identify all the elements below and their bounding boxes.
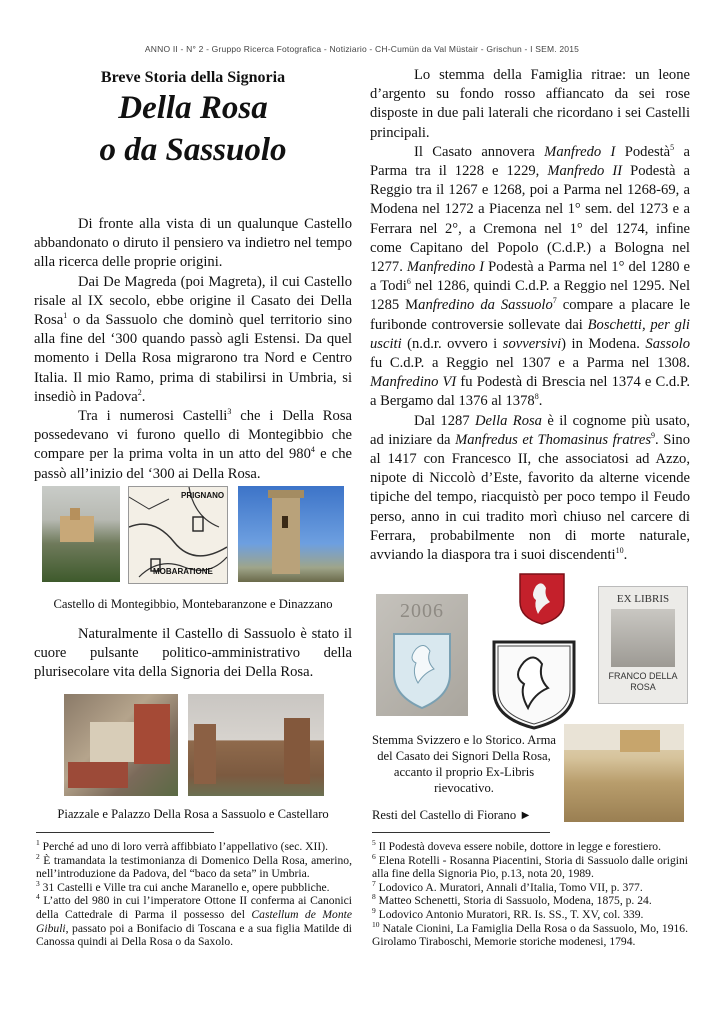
footnote-ref-6[interactable]: 6 [406, 277, 411, 287]
ex-libris-title: EX LIBRIS [616, 593, 670, 605]
ex-libris-owner: FRANCO DELLA ROSA [608, 671, 678, 692]
photo-map-montebaranzone [128, 486, 228, 584]
caption-castles: Castello di Montegibbio, Montebaranzone e Dinazzano [53, 597, 333, 611]
caption-sassuolo: Piazzale e Palazzo Della Rosa a Sassuolo e Castellaro [57, 807, 329, 821]
left-paragraph-2: Dai De Magreda (poi Magreta), il cui Castello risale al IX secolo, ebbe origine il Casato dei Della Rosa$^1$ o da Sassuolo che dominò quel territorio sino alla fine del ‘300 quando passò agli Estensi. Da quel momento i Della Rosa migrarono tra Nord e Centro Italia. Il mio Ramo, prima di stabilirsi in Umbria, si insediò in Padova$^2$. [34, 273, 352, 405]
left-paragraph-1: Di fronte alla vista di un qualunque Castello abbandonato o diruto il pensiero va indietro nel tempo alla ricerca delle proprie origini. [34, 216, 352, 271]
article-title-line1: Della Rosa [118, 90, 268, 126]
lion-shield-icon [490, 638, 578, 730]
ex-libris [598, 586, 688, 704]
footnote-divider-right [372, 832, 550, 833]
article-title-line2: o da Sassuolo [99, 132, 287, 168]
footnote-9: $^9$ Lodovico Antonio Muratori, RR. Is. SS., T. XV, col. 339. [372, 906, 644, 921]
coat-of-arms-bw [490, 638, 578, 730]
footnote-ref-1[interactable]: 1 [63, 311, 68, 321]
footnote-ref-10[interactable]: 10 [615, 546, 624, 556]
photo-castellaro [188, 694, 324, 796]
photo-swiss-plaque [376, 594, 468, 716]
right-paragraph-3: Dal 1287 Della Rosa è il cognome più usato, ad iniziare da Manfredus et Thomasinus fratres$^9$. Sino al 1417 con Francesco II, che associatosi ad Azzo, nipote di Niccolò d’Este, favorito da alterne vicende tipiche del tempo, riacquistò per poco tempo il Feudo perso, anno in cui tradito morì chiuso nel carcere di Ferrara, probabilmente non di morte naturale, avviando la diaspora tra i suoi discendenti$^{10}$. [370, 412, 691, 564]
footnote-4: $^4$ L’atto del 980 in cui l’imperatore Ottone II conferma ai Canonici della Cattedrale di Parma il possesso del Castellum de Monte Gibuli, passato poi a Bonifacio di Toscana e a sua figlia Matilde di Canossa quindi ai Della Rosa o da Saxolo. [36, 892, 352, 949]
footnote-6: $^6$ Elena Rotelli - Rosanna Piacentini, Storia di Sassuolo dalle origini alla fine della Signoria Pio, p.13, nota 20, 1989. [372, 851, 688, 881]
running-header: ANNO II - N° 2 - Gruppo Ricerca Fotografica - Notiziario - CH-Cumün da Val Müstair - Grischun - I SEM. 2015 [144, 44, 580, 54]
footnote-3: $^3$ 31 Castelli e Ville tra cui anche Maranello e, opere pubbliche. [36, 878, 330, 894]
footnotes-right [372, 840, 688, 949]
footnote-8: $^8$ Matteo Schenetti, Storia di Sassuolo, Modena, 1875, p. 24. [372, 892, 652, 908]
footnote-5: $^5$ Il Podestà doveva essere nobile, dottore in legge e forestiero. [372, 838, 661, 853]
right-paragraph-2: Il Casato annovera Manfredo I Podestà$^5$ a Parma tra il 1228 e 1229, Manfredo II Podestà a Reggio tra il 1267 e 1268, poi a Parma nel 1268-69, a Modena nel 1272 a Piacenza nel 1° sem. del 1273 e a Ferrara nel 2°, a Cremona nel 1° del 1274, infine come Capitano del Popolo (C.d.P.) a Bologna nel 1277. Manfredino I Podestà a Parma nel 1° del 1280 e a Todi$^6$ nel 1286, quindi C.d.P. a Reggio nel 1295. Nel 1285 Manfredino da Sassuolo$^7$ compare a placare le furibonde controversie sollevate dai Boschetti, per gli usciti (n.d.r. ovvero i sovversivi) in Modena. Sassolo fu C.d.P. a Reggio nel 1307 e a Parma nel 1308. Manfredino VI fu Podestà di Brescia nel 1374 e C.d.P. a Bergamo dal 1376 al 1378$^8$. [370, 142, 691, 410]
footnote-ref-9[interactable]: 9 [651, 431, 656, 440]
footnote-divider-left [36, 832, 214, 833]
footnote-ref-4[interactable]: 4 [310, 445, 315, 455]
footnote-7: $^7$ Lodovico A. Muratori, Annali d’Italia, Tomo VII, p. 377. [372, 878, 643, 894]
map-label-prignano: PRIGNANO [181, 491, 225, 500]
plaque-year: 2006 [400, 600, 444, 622]
coat-of-arms-red [518, 572, 566, 626]
footnote-ref-8[interactable]: 8 [534, 392, 539, 402]
right-column [370, 66, 690, 565]
left-paragraph-4-box [34, 625, 352, 683]
footnote-ref-2[interactable]: 2 [137, 387, 142, 397]
footnotes-left [36, 840, 352, 949]
photo-fiorano-ruins [564, 724, 684, 822]
left-column [34, 66, 352, 484]
left-paragraph-3: Tra i numerosi Castelli$^3$ che i Della Rosa possedevano vi furono quello di Montegibbio che compare per la prima volta in un atto del $980^4$ e che passò all’inizio del ‘300 ai Della Rosa. [34, 407, 352, 482]
photo-montegibbio [42, 486, 120, 582]
right-paragraph-1: Lo stemma della Famiglia ritrae: un leone d’argento su fondo rosso affiancato da sei rose disposte in due pali laterali che ricordano i sei Castelli principali. [370, 67, 690, 141]
map-label-mobaratione: MOBARATIONE [153, 567, 213, 576]
photo-sassuolo-aerial [64, 694, 178, 796]
footnote-ref-7[interactable]: 7 [552, 296, 557, 306]
shield-icon [518, 572, 566, 626]
left-paragraph-4: Naturalmente il Castello di Sassuolo è stato il cuore pulsante politico-amministrativo della plurisecolare vita della Signoria dei Della Rosa. [34, 626, 352, 681]
footnote-1: $^1$ Perché ad uno di loro verrà affibbiato l’appellativo (sec. XII). [36, 838, 328, 853]
caption-coat-of-arms: Stemma Svizzero e lo Storico. Arma del Casato dei Signori Della Rosa, accanto il proprio Ex-Libris rievocativo. [372, 733, 556, 795]
footnote-ref-3[interactable]: 3 [227, 407, 232, 417]
article-kicker: Breve Storia della Signoria [100, 69, 286, 86]
footnote-2: $^2$ È tramandata la testimonianza di Domenico Della Rosa, amerino, nell’introduzione da Padova, del “baco da seta” in Umbria. [36, 851, 352, 881]
footnote-ref-5[interactable]: 5 [670, 142, 675, 152]
caption-fiorano: Resti del Castello di Fiorano ► [372, 808, 532, 822]
footnote-10: $^{10}$ Natale Cionini, La Famiglia Della Rosa o da Sassuolo, Mo, 1916. Girolamo Tiraboschi, Memorie storiche modenesi, 1794. [372, 919, 688, 949]
photo-dinazzano-tower [238, 486, 344, 582]
